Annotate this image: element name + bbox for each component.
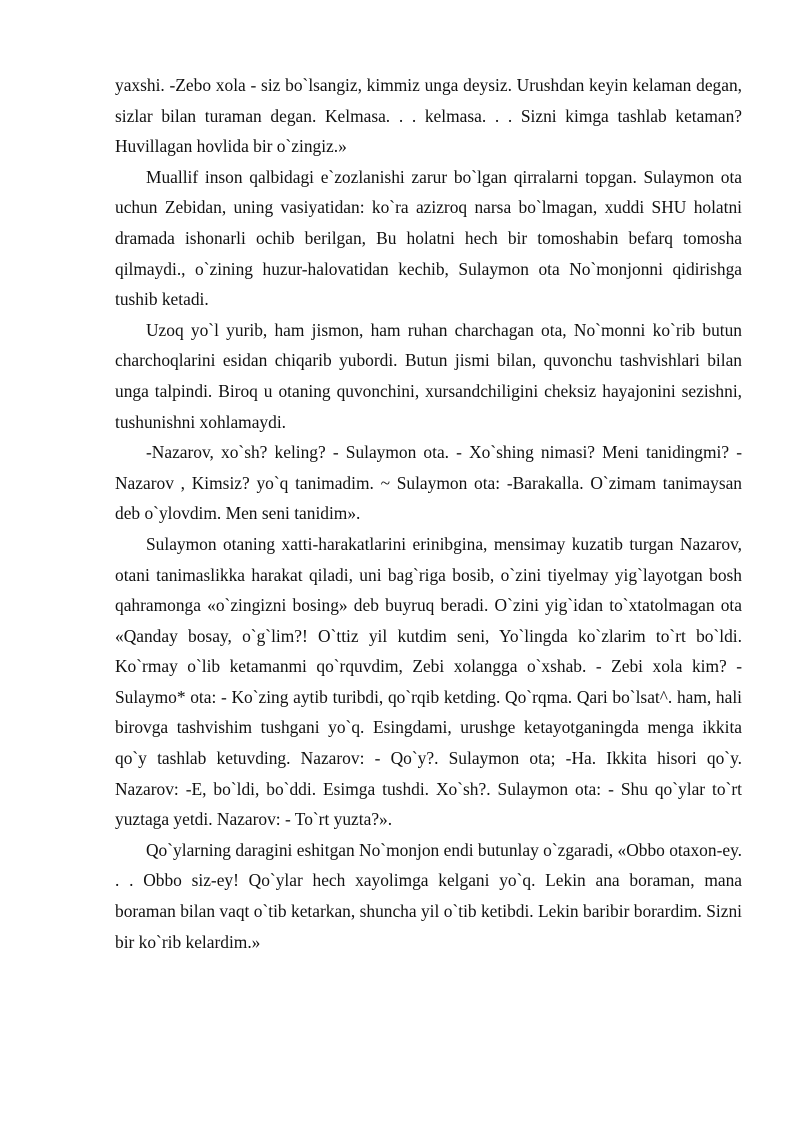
paragraph-3: Uzoq yo`l yurib, ham jismon, ham ruhan charchagan ota, No`monni ko`rib butun charchoqlarini esidan chiqarib yubordi. Butun jismi bilan, quvonchu tashvishlari bilan unga talpindi. Biroq u otaning quvonchini, xursandchiligini cheksiz hayajonini sezishni, tushunishni xohlamaydi.: [115, 319, 742, 432]
paragraph-1: yaxshi. -Zebo xola - siz bo`lsangiz, kimmiz unga deysiz. Urushdan keyin kelaman degan, sizlar bilan turaman degan. Kelmasa. . . kelmasa. . . Sizni kimga tashlab ketaman? Huvillagan hovlida bir o`zingiz.»: [115, 75, 742, 157]
paragraph-4: -Nazarov, xo`sh? keling? - Sulaymon ota. - Xo`shing nimasi? Meni tanidingmi? - Nazarov , Kimsiz? yo`q tanimadim. ~ Sulaymon ota: -Barakalla. O`zimam tanimaysan deb o`ylovdim. Men seni tanidim».: [115, 442, 742, 524]
document-body: [115, 70, 742, 957]
paragraph-5: Sulaymon otaning xatti-harakatlarini erinibgina, mensimay kuzatib turgan Nazarov, otani tanimaslikka harakat qiladi, uni bag`riga bosib, o`zini tiyelmay yig`layotgan bosh qahramonga «o`zingizni bosing» deb buyruq beradi. O`zini yig`idan to`xtatolmagan ota «Qanday bosay, o`g`lim?! O`ttiz yil kutdim seni, Yo`lingda ko`zlarim to`rt bo`ldi. Ko`rmay o`lib ketamanmi qo`rquvdim, Zebi xolangga o`xshab. - Zebi xola kim? -Sulaymo* ota: - Ko`zing aytib turibdi, qo`rqib ketding. Qo`rqma. Qari bo`lsat^. ham, hali birovga tashvishim tushgani yo`q. Esingdami, urushge ketayotganingda menga ikkita qo`y tashlab ketuvding. Nazarov: - Qo`y?. Sulaymon ota; -Ha. Ikkita hisori qo`y. Nazarov: -E, bo`ldi, bo`ddi. Esimga tushdi. Xo`sh?. Sulaymon ota: - Shu qo`ylar to`rt yuztaga yetdi. Nazarov: - To`rt yuzta?».: [115, 533, 742, 830]
paragraph-6: Qo`ylarning daragini eshitgan No`monjon endi butunlay o`zgaradi, «Obbo otaxon-ey. . . Obbo siz-ey! Qo`ylar hech xayolimga kelgani yo`q. Lekin ana boraman, mana boraman bilan vaqt o`tib ketarkan, shuncha yil o`tib ketibdi. Lekin baribir borardim. Sizni bir ko`rib kelardim.»: [115, 839, 742, 952]
paragraph-2: Muallif inson qalbidagi e`zozlanishi zarur bo`lgan qirralarni topgan. Sulaymon ota uchun Zebidan, uning vasiyatidan: ko`ra azizroq narsa bo`lmagan, xuddi SHU holatni dramada ishonarli ochib berilgan, Bu holatni hech bir tomoshabin befarq tomosha qilmaydi., o`zining huzur-halovatidan kechib, Sulaymon ota No`monjonni qidirishga tushib ketadi.: [115, 166, 742, 310]
